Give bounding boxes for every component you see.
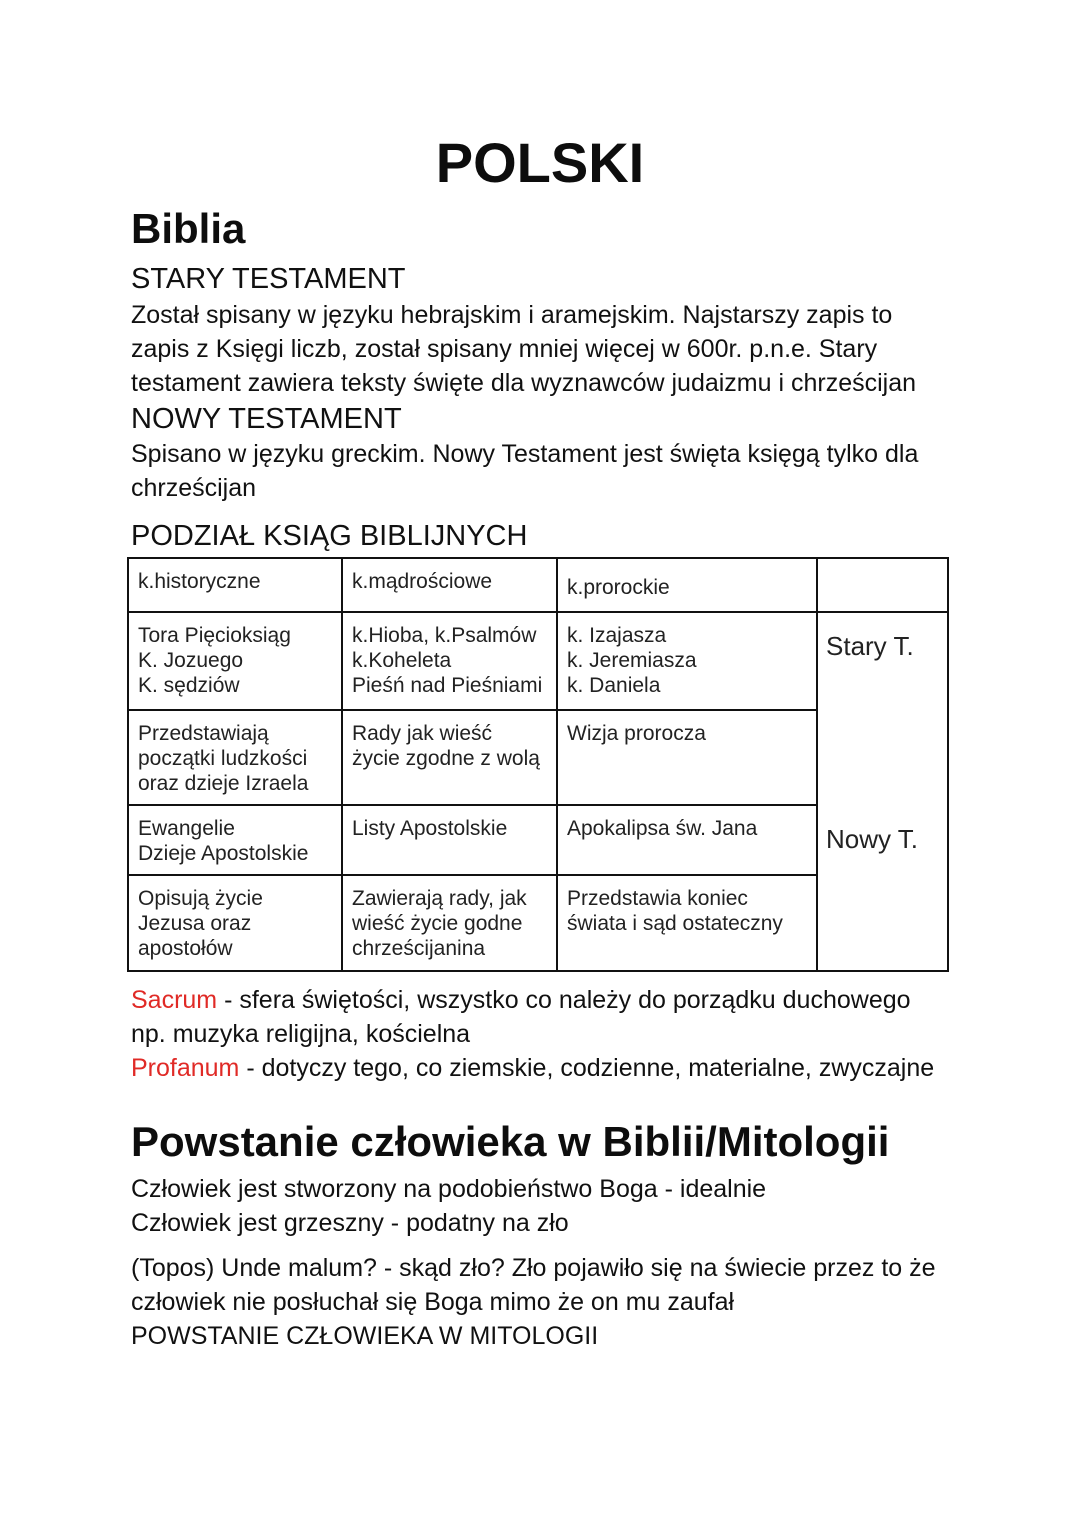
heading-book-division: PODZIAŁ KSIĄG BIBLIJNYCH — [131, 520, 528, 552]
table-cell: Przedstawia koniec świata i sąd ostateczny — [557, 875, 817, 971]
table-cell: Rady jak wieść życie zgodne z wolą — [342, 710, 557, 805]
table-header-cell: k.mądrościowe — [342, 558, 557, 612]
bible-books-table — [127, 557, 949, 972]
definition-text: - sfera świętości, wszystko co należy do porządku duchowego — [217, 986, 911, 1014]
table-cell: Apokalipsa św. Jana — [557, 805, 817, 875]
text-line: (Topos) Unde malum? - skąd zło? Zło pojawiło się na świecie przez to że — [131, 1254, 936, 1282]
paragraph-topos — [131, 1251, 971, 1353]
table-row — [128, 805, 948, 875]
side-label-old-testament: Stary T. — [817, 612, 948, 805]
page-title: POLSKI — [435, 131, 645, 194]
table-header-row — [128, 558, 948, 612]
subheading-mythology: POWSTANIE CZŁOWIEKA W MITOLOGII — [131, 1322, 599, 1350]
side-label-new-testament: Nowy T. — [817, 805, 948, 971]
text-line: Człowiek jest grzeszny - podatny na zło — [131, 1209, 569, 1237]
term-sacrum: Sacrum — [131, 986, 218, 1014]
definition-profanum — [131, 1051, 971, 1085]
definitions-block — [131, 983, 971, 1085]
paragraph-old-testament — [131, 298, 971, 400]
text-line: Został spisany w języku hebrajskim i aramejskim. Najstarszy zapis to — [131, 301, 893, 329]
paragraph-powstanie — [131, 1172, 971, 1240]
table-cell: Przedstawiają początki ludzkości oraz dzieje Izraela — [128, 710, 342, 805]
text-line: człowiek nie posłuchał się Boga mimo że on mu zaufał — [131, 1288, 735, 1316]
table-header-cell: k.prorockie — [557, 558, 817, 612]
table-row — [128, 612, 948, 710]
definition-continuation: np. muzyka religijna, kościelna — [131, 1020, 471, 1048]
table-cell: Wizja prorocza — [557, 710, 817, 805]
text-line: testament zawiera teksty święte dla wyznawców judaizmu i chrześcijan — [131, 369, 917, 397]
table-header-cell — [817, 558, 948, 612]
table-cell: Opisują życie Jezusa oraz apostołów — [128, 875, 342, 971]
paragraph-new-testament — [131, 437, 971, 505]
definition-text: - dotyczy tego, co ziemskie, codzienne, materialne, zwyczajne — [239, 1054, 935, 1082]
text-line: zapis z Księgi liczb, został spisany mniej więcej w 600r. p.n.e. Stary — [131, 335, 878, 363]
term-profanum: Profanum — [131, 1054, 240, 1082]
heading-old-testament: STARY TESTAMENT — [131, 263, 406, 295]
table-header-cell: k.historyczne — [128, 558, 342, 612]
text-line: chrześcijan — [131, 474, 257, 502]
table-cell: Ewangelie Dzieje Apostolskie — [128, 805, 342, 875]
table-cell: Listy Apostolskie — [342, 805, 557, 875]
text-line: Człowiek jest stworzony na podobieństwo Boga - idealnie — [131, 1175, 767, 1203]
table-cell: Tora Pięcioksiąg K. Jozuego K. sędziów — [128, 612, 342, 710]
heading-new-testament: NOWY TESTAMENT — [131, 403, 402, 435]
table-cell: k.Hioba, k.Psalmów k.Koheleta Pieśń nad Pieśniami — [342, 612, 557, 710]
section-heading-biblia: Biblia — [131, 205, 246, 252]
table-cell: Zawierają rady, jak wieść życie godne chrześcijanina — [342, 875, 557, 971]
definition-sacrum — [131, 983, 971, 1017]
table-cell: k. Izajasza k. Jeremiasza k. Daniela — [557, 612, 817, 710]
section-heading-powstanie: Powstanie człowieka w Biblii/Mitologii — [131, 1118, 890, 1165]
text-line: Spisano w języku greckim. Nowy Testament jest święta księgą tylko dla — [131, 440, 919, 468]
